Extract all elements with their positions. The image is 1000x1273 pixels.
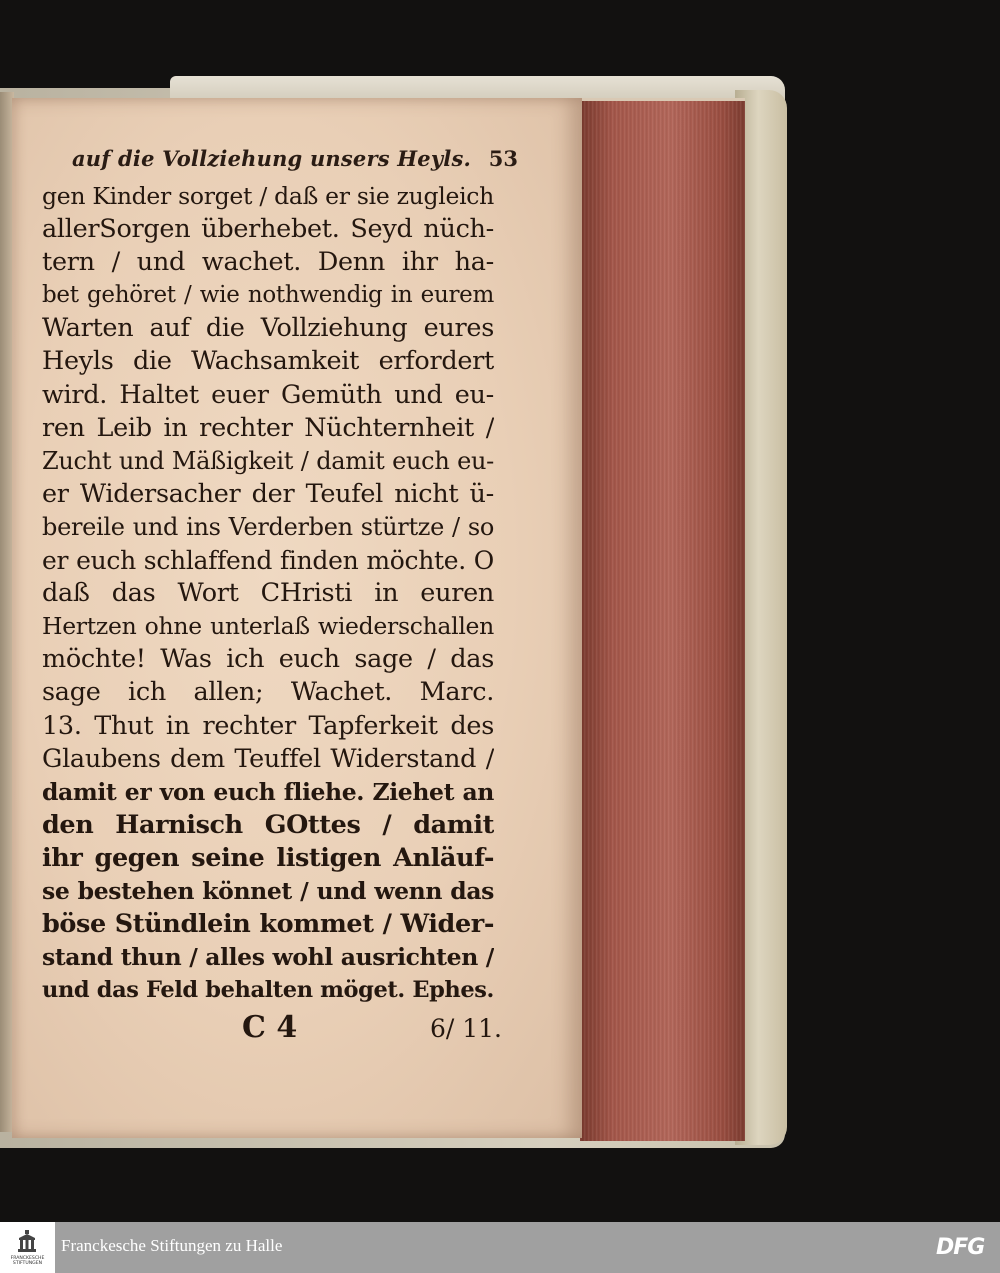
text-line: Glaubens dem Teuffel Widerstand / (42, 743, 494, 774)
text-line: Hertzen ohne unterlaß wiederschallen (42, 612, 494, 641)
printed-page (12, 98, 582, 1138)
text-line: ren Leib in rechter Nüchternheit / (42, 412, 494, 443)
text-line: Zucht und Mäßigkeit / damit euch eu- (42, 446, 494, 475)
text-line: tern / und wachet. Denn ihr ha- (42, 247, 494, 278)
text-line: bet gehöret / wie nothwendig in eurem (42, 282, 494, 309)
text-line: Warten auf die Vollziehung eures (42, 313, 494, 344)
text-line: er euch schlaffend finden möchte. O (42, 546, 494, 576)
signature-mark: C 4 (242, 1010, 298, 1045)
logo-text: FRANCKESCHE STIFTUNGEN (10, 1256, 45, 1266)
institution-name[interactable]: Franckesche Stiftungen zu Halle (61, 1236, 283, 1255)
text-line: gen Kinder sorget / daß er sie zugleich (42, 182, 494, 210)
text-line: bereile und ins Verderben stürtze / so (42, 512, 494, 541)
text-line: wird. Haltet euer Gemüth und eu- (42, 379, 494, 410)
text-line: und das Feld behalten möget. Ephes. (42, 977, 494, 1004)
text-line: ihr gegen seine listigen Anläuf- (42, 842, 494, 873)
text-line: Heyls die Wachsamkeit erfordert (42, 346, 494, 377)
attribution-bar (0, 1222, 1000, 1273)
body-text (42, 180, 494, 1007)
institution-logo[interactable] (0, 1222, 55, 1273)
page-edges (580, 98, 745, 1141)
text-line: se bestehen könnet / und wenn das (42, 876, 494, 905)
text-line: den Harnisch GOttes / damit (42, 809, 494, 840)
text-line: er Widersacher der Teufel nicht ü- (42, 478, 494, 509)
text-line: möchte! Was ich euch sage / das (42, 644, 494, 675)
dfg-logo[interactable]: DFG (936, 1235, 985, 1260)
running-head (72, 146, 518, 176)
text-line: 13. Thut in rechter Tapferkeit des (42, 710, 494, 741)
text-line: böse Stündlein kommet / Wider- (42, 909, 494, 940)
text-line: allerSorgen überhebet. Seyd nüch- (42, 214, 494, 245)
text-line: stand thun / alles wohl ausrichten / (42, 943, 494, 972)
catchword: 6/ 11. (429, 1014, 502, 1043)
text-line: sage ich allen; Wachet. Marc. (42, 677, 494, 708)
running-head-title: auf die Vollziehung unsers Heyls. (72, 146, 471, 171)
page-footer (42, 1010, 502, 1050)
text-line: damit er von euch fliehe. Ziehet an (42, 777, 494, 806)
text-line: daß das Wort CHristi in euren (42, 578, 494, 609)
institution-crest-icon (17, 1230, 37, 1252)
page-number: 53 (488, 146, 518, 171)
